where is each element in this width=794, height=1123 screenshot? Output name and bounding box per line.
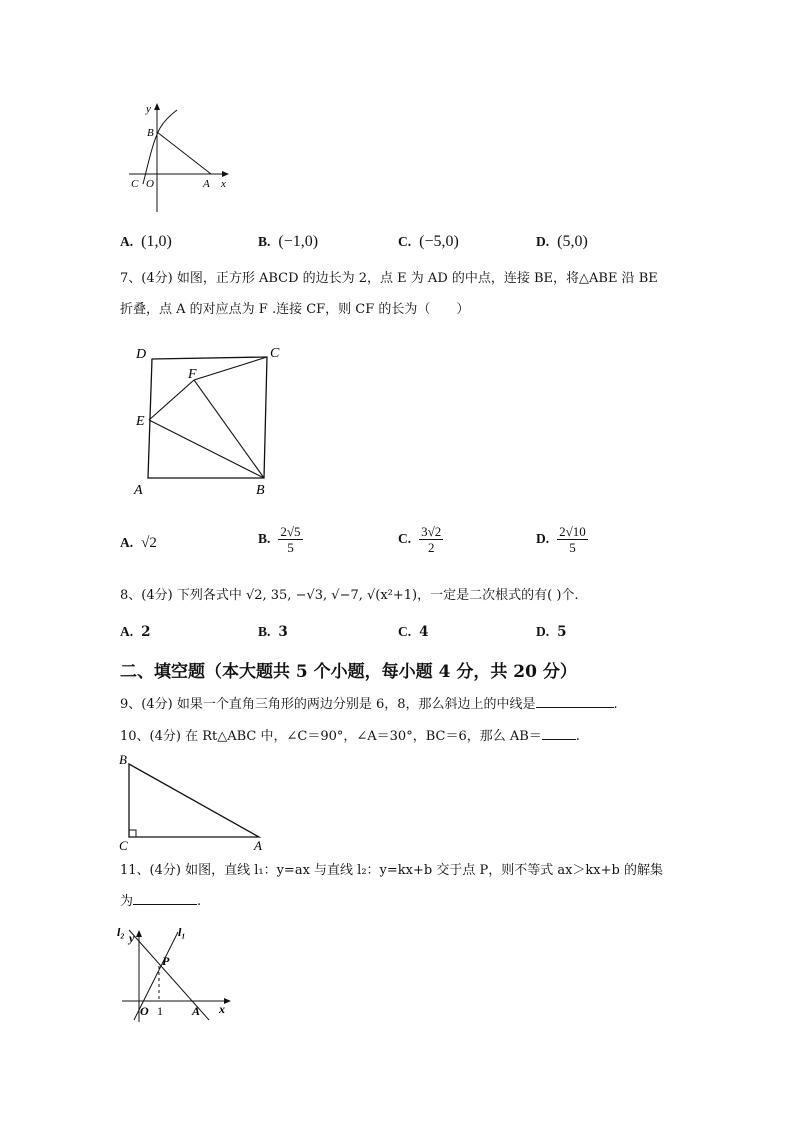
q11-label-a: A [192,1004,201,1018]
q7-option-c [398,524,443,555]
q8-option-c-letter: C. [398,624,412,639]
q7-segment-eb [149,420,264,478]
q6-option-d-value: (5,0) [557,233,588,250]
q7-option-b [258,524,303,555]
q7-option-d-denominator: 5 [569,540,576,555]
q11-stem-line2-text: 为 [120,894,134,909]
q7-label-c: C [270,346,280,361]
q6-option-a-letter: A. [120,234,134,249]
q10-line [120,728,580,746]
q10-figure [116,750,276,855]
q8-option-d-value: 5 [557,624,567,640]
q6-label-x: x [221,178,226,190]
q7-label-b: B [256,483,265,498]
q7-label-a: A [134,483,143,498]
q8-option-a [120,624,151,640]
q7-option-d-numerator: 2√10 [559,524,586,539]
q7-segment-fc [194,357,267,380]
q7-option-a-value: √2 [141,535,157,551]
q9-stem: 9、(4分) 如果一个直角三角形的两边分别是 6，8，那么斜边上的中线是 [120,697,536,712]
q7-stem-line1: 7、(4分) 如图，正方形 ABCD 的边长为 2，点 E 为 AD 的中点，连接 BE，将△ABE 沿 BE [120,271,658,286]
q6-label-o: O [146,178,154,190]
q9-answer-blank[interactable] [536,707,614,708]
q11-label-o: O [140,1004,149,1018]
q6-option-c [398,233,459,251]
q7-option-a-letter: A. [120,535,134,550]
q10-stem: 10、(4分) 在 Rt△ABC 中，∠C＝90°，∠A＝30°，BC＝6，那么 AB＝ [120,729,542,744]
q6-label-c: C [131,178,139,190]
q7-option-c-denominator: 2 [427,540,435,555]
q7-option-c-letter: C. [398,531,412,546]
q11-end: . [197,894,202,909]
q8-option-c-value: 4 [419,624,429,640]
q11-label-x: x [219,1002,225,1016]
q6-option-d [536,233,588,251]
q7-option-d-letter: D. [536,531,550,546]
q11-y-arrow [136,930,142,937]
q6-option-b [258,233,318,251]
q6-label-y: y [146,103,151,115]
q6-x-arrow [222,171,229,177]
q10-triangle [129,764,259,837]
q6-option-b-letter: B. [258,234,271,249]
q6-option-d-letter: D. [536,234,550,249]
q6-curve [143,110,177,184]
q7-option-b-numerator: 2√5 [280,524,301,539]
q11-label-y: y [129,931,135,945]
q8-option-c [398,624,429,640]
q11-label-l1: l₁ [178,925,186,939]
q7-option-b-letter: B. [258,531,271,546]
q7-option-c-numerator: 3√2 [421,524,442,539]
q11-answer-blank[interactable] [133,904,197,905]
q7-option-b-denominator: 5 [287,540,294,555]
q7-stem-line2: 折叠，点 A 的对应点为 F .连接 CF，则 CF 的长为（ ） [120,302,470,317]
q6-segment-ba [157,132,211,174]
q6-option-a-value: (1,0) [141,233,172,250]
q11-label-one: 1 [157,1004,163,1018]
q6-y-arrow [154,103,160,110]
q8-option-a-value: 2 [141,624,151,640]
q11-stem-line2 [120,893,201,911]
q6-option-b-value: (−1,0) [278,233,319,250]
q8-stem: 8、(4分) 下列各式中 √2, 35, −√3, √−7, √(x²+1)，一定是二次根式的有( )个. [120,588,579,603]
q7-option-a [120,535,157,552]
q10-right-angle-mark [129,830,136,837]
q8-option-b-letter: B. [258,624,271,639]
q7-segment-ef [149,380,194,420]
q9-end: . [613,697,618,712]
q8-option-d [536,624,567,640]
q6-label-a: A [203,178,210,190]
q8-option-a-letter: A. [120,624,134,639]
q11-stem-line1: 11、(4分) 如图，直线 l₁：y=ax 与直线 l₂：y=kx+b 交于点 P，则不等式 ax＞kx+b 的解集 [120,863,663,878]
q10-label-b: B [119,752,127,767]
q10-label-c: C [119,838,128,853]
q7-label-d: D [136,347,147,362]
q6-option-c-value: (−5,0) [419,233,459,250]
q6-option-c-letter: C. [398,234,412,249]
q7-label-f: F [188,367,197,382]
q7-option-d [536,524,588,555]
q6-label-b: B [147,127,154,139]
q8-option-b-value: 3 [278,624,288,640]
q11-figure [112,920,242,1025]
section-title: 二、填空题（本大题共 5 个小题，每小题 4 分，共 20 分） [120,662,577,682]
q6-figure [125,100,235,215]
q10-end: . [575,729,580,744]
q11-label-p: P [162,954,170,968]
q9-line [120,696,618,714]
q7-figure [132,340,292,500]
q7-square [148,357,267,478]
q11-label-l2: l₂ [117,925,125,939]
q6-option-a [120,233,172,251]
q11-x-arrow [224,998,231,1004]
q8-option-d-letter: D. [536,624,550,639]
q7-label-e: E [136,414,145,429]
q10-label-a: A [254,838,262,853]
q10-answer-blank[interactable] [542,739,576,740]
q7-segment-fb [194,380,264,478]
q8-option-b [258,624,288,640]
